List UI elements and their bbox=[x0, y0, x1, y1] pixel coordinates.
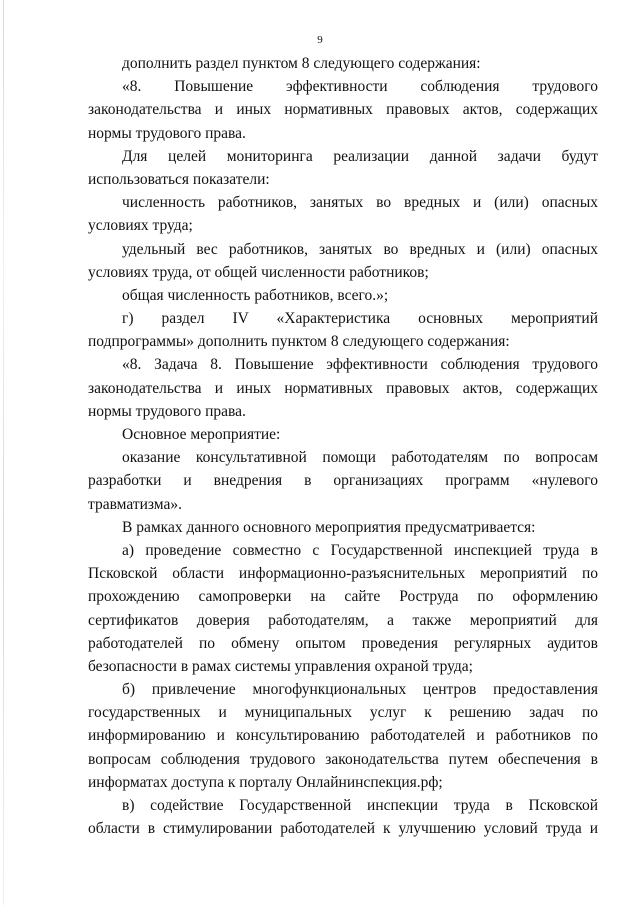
text-line: сертификатов доверия работодателям, а также мероприятий для bbox=[88, 611, 598, 629]
text-line: общая численность работников, всего.»; bbox=[122, 286, 389, 304]
text-line: Для целей мониторинга реализации данной задачи будут bbox=[122, 147, 598, 165]
text-line: информированию и консультированию работодателей и работников по bbox=[88, 727, 598, 745]
text-line: численность работников, занятых во вредных и (или) опасных bbox=[122, 194, 598, 212]
page-number: 9 bbox=[317, 34, 323, 46]
text-line: в) содействие Государственной инспекции труда в Псковской bbox=[122, 797, 598, 814]
text-line: удельный вес работников, занятых во вредных и (или) опасных bbox=[122, 240, 598, 258]
text-line: разработки и внедрения в организациях программ «нулевого bbox=[88, 472, 598, 490]
text-line: Псковской области информационно-разъяснительных мероприятий по bbox=[88, 565, 598, 583]
text-line: г) раздел IV «Характеристика основных мероприятий bbox=[122, 310, 598, 328]
text-line: использоваться показатели: bbox=[88, 170, 270, 188]
text-line: а) проведение совместно с Государственной инспекцией труда в bbox=[122, 541, 598, 559]
document-body bbox=[88, 52, 598, 840]
scan-edge-artifact bbox=[3, 0, 4, 905]
text-line: прохождению самопроверки на сайте Роструда по оформлению bbox=[88, 588, 598, 606]
text-line: области в стимулировании работодателей к улучшению условий труда и bbox=[88, 820, 598, 838]
text-line: оказание консультативной помощи работодателям по вопросам bbox=[122, 449, 598, 467]
text-line: вопросам соблюдения трудового законодательства путем обеспечения в bbox=[88, 750, 598, 768]
text-line: нормы трудового права. bbox=[88, 402, 246, 420]
text-line: нормы трудового права. bbox=[88, 124, 246, 142]
text-line: б) привлечение многофункциональных центров предоставления bbox=[122, 681, 598, 699]
text-line: «8. Задача 8. Повышение эффективности соблюдения трудового bbox=[122, 356, 598, 374]
text-line: В рамках данного основного мероприятия предусматривается: bbox=[122, 518, 536, 536]
text-line: условиях труда, от общей численности работников; bbox=[88, 263, 429, 281]
text-line: информатах доступа к порталу Онлайнинспекция.рф; bbox=[88, 773, 443, 791]
text-line: подпрограммы» дополнить пунктом 8 следующего содержания: bbox=[88, 333, 510, 351]
text-line: работодателей по обмену опытом проведения регулярных аудитов bbox=[88, 634, 598, 652]
text-line: дополнить раздел пунктом 8 следующего содержания: bbox=[122, 55, 481, 72]
text-line: условиях труда; bbox=[88, 217, 193, 235]
text-line: государственных и муниципальных услуг к решению задач по bbox=[88, 704, 598, 722]
text-line: законодательства и иных нормативных правовых актов, содержащих bbox=[88, 101, 598, 119]
text-line: «8. Повышение эффективности соблюдения трудового bbox=[122, 78, 598, 96]
text-line: травматизма». bbox=[88, 495, 183, 513]
text-line: Основное мероприятие: bbox=[122, 426, 281, 443]
text-line: безопасности в рамах системы управления охраной труда; bbox=[88, 657, 473, 675]
text-line: законодательства и иных нормативных правовых актов, содержащих bbox=[88, 379, 598, 397]
